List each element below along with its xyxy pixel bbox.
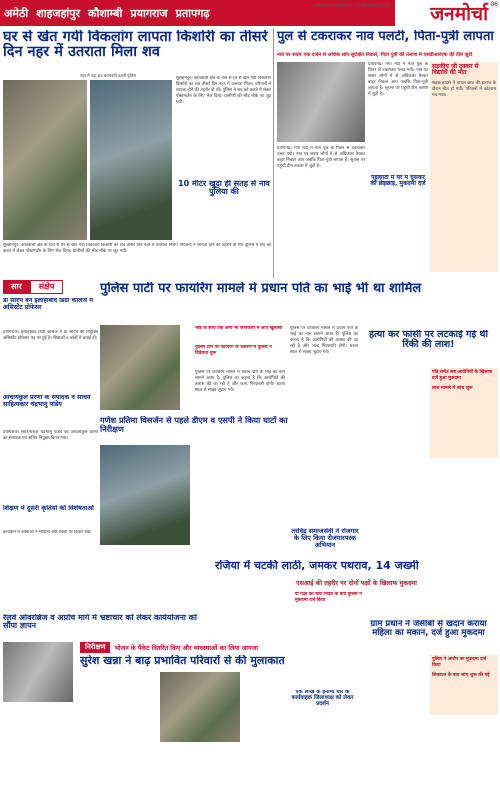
story2-body: प्रतापगढ़। गंगा नदी में नाव पुल के पिलर से टकराकर पलट गयी। नाव पर सवार लोगों में से अधिकांश तैरकर बाहर निकल आए जबकि पिता-पुत्री लापता हैं। सूचना पर पहुंची टीम तलाश में जुटी है।	[368, 62, 428, 97]
kaushambi-headline: तरविंद्र समाजसेवी ने रोजगार के लिए किया रोजगारपरक अभियान	[291, 528, 359, 549]
sidebar2-b2: लाश मामले में जांच शुरू	[432, 386, 473, 391]
sidebar1-headline: सड़कीय जी टक्कर से विद्यार्थि की मौत	[432, 63, 479, 77]
ganesh-photo	[100, 445, 190, 545]
brief1-headline: डॉ सौरभ बने इलाहाबाद डिग्री कॉलेज में असिस्टेंट प्रोफेसर	[3, 298, 94, 311]
sidebar1-body: सड़क हादसे में घायल छात्र की इलाज के दौरान मौत हो गयी। परिजनों में कोहराम मच गया।	[432, 80, 496, 98]
nirikshan-title: भोजन के पैकेट वितरित किए और व्यवस्थाओं का लिया जायजा	[114, 644, 258, 652]
logo-area	[315, 0, 500, 26]
column-rule	[273, 28, 274, 278]
brief2-headline: आचार्यकुल प्रेरणा के संपादक व सचिव साहित्यकार चंद्रभानु पांडेय	[3, 395, 91, 408]
city-4: प्रतापगढ़	[175, 6, 210, 20]
patti-headline: पट्टीघाटी में घर में घुसकर की छेड़छाड़, मुकदमा दर्ज	[370, 175, 426, 188]
sidebar2-b1: पति समेत सब आरोपियों के खिलाफ दर्ज हुआ मुकदमा	[432, 370, 493, 381]
gram-b1: पुलिस ने आरोप का मुकदमा दर्ज किया	[432, 657, 487, 668]
ganesh-headline: गणेश प्रतिमा विसर्जन से पहले डीएम व एसपी ने किया घाटों का निरीक्षण	[100, 416, 288, 434]
story3-headline: पुलिस पार्टी पर फायरिंग मामले में प्रधान पति का भाई भी था शामिल	[100, 282, 422, 296]
rajiya-headline: रजिया में चटकी लाठी, जमकर पथराव, 14 जख्मी	[215, 560, 419, 572]
city-3: प्रयागराज	[130, 6, 168, 20]
story2-headline: पुल से टकराकर नाव पलटी, पिता-पुत्री लापता	[277, 30, 494, 44]
story3-photo	[100, 325, 180, 410]
brief2-body: प्रयागराज। साहित्यकार चंद्रभानु पांडेय को आचार्यकुल प्रेरणा का संपादक एवं सचिव नियुक्त किया गया।	[3, 430, 98, 441]
story3-body-2: पुलिस पर फायरिंग मामले में प्रधान पति के भाई का नाम सामने आया है। पुलिस का कहना है कि आरोपियों की तलाश की जा रही है और जल्द गिरफ्तारी होगी। घटना स्थल से साक्ष्य जुटाए गये।	[290, 326, 358, 355]
city-1: शाहजहांपुर	[36, 6, 81, 20]
city-2: कौशाम्बी	[88, 6, 123, 20]
brief3-body: कार्यक्रम में वक्ताओं ने साहित्य और शिक्षा पर विचार रखे।	[3, 530, 92, 535]
nirikshan-photo	[160, 672, 240, 742]
sidebar1	[430, 62, 498, 272]
section-tag-sankshep: संक्षेप	[30, 280, 64, 294]
rail-photo	[3, 642, 73, 702]
story3-bullet1: भाई के साथ एक अन्य भी जानकारी में आए खुलासा	[195, 326, 283, 331]
story1-photo-mid	[90, 80, 172, 240]
rajiya-bullet: दो पक्षों की बीच भिड़ंत के बाद पुलिस ने मुकदमा दर्ज किया	[295, 592, 362, 603]
brief3-headline: शिक्षण में दूसरी कृतियों की विशेषताओं	[3, 505, 94, 512]
story1-body: सुल्तानपुर। कोतवाली क्षेत्र के गांव से घर से खेत गयी विकलांग किशोरी का शव तीसरे दिन नहर में उतराता मिला। परिजनों ने लापता होने की तहरीर दी थी। पुलिस ने शव को कब्जे में लेकर पोस्टमार्टम के लिए भेज दिया। ग्रामीणों की भीड़ मौके पर जुट गयी।	[3, 243, 271, 254]
story2-body-2: प्रतापगढ़। गंगा नदी में नाव पुल के पिलर से टकराकर पलट गयी। नाव पर सवार लोगों में से अधिकांश तैरकर बाहर निकल आए जबकि पिता-पुत्री लापता हैं। सूचना पर पहुंची टीम तलाश में जुटी है।	[277, 146, 365, 169]
nirikshan-tag: निरीक्षण	[80, 642, 110, 653]
nirikshan-bar	[80, 640, 300, 654]
brief1-body: प्रयागराज। इलाहाबाद डिग्री कॉलेज में डॉ सौरभ की नियुक्ति असिस्टेंट प्रोफेसर पद पर हुई है। शिक्षकों व छात्रों ने बधाई दी।	[3, 330, 98, 341]
story1-caption: नहर में पड़ा शव बरामदगी करती पुलिस	[80, 73, 136, 78]
nirikshan-headline: सुरेश खन्ना ने बाढ़ प्रभावित परिवारों से की मुलाकात	[80, 655, 285, 667]
rajiya-subheadline: एसआई की तहरीर पर दोनों पक्षों के खिलाफ मुकदमा	[296, 580, 417, 587]
story3-bullet2: पुलिस टीम पर फायरिंग के प्रकरण में पुलिस ने विवेचना शुरू	[195, 345, 272, 356]
story1-headline: घर से खेत गयी विकलांग लापता किशोरी का तीसरे दिन नहर में उतराता मिला शव	[3, 30, 268, 61]
gram-b2: शिकायत के बाद जांच शुरू की गई	[432, 673, 490, 678]
story3-body: पुलिस पर फायरिंग मामले में प्रधान पति के भाई का नाम सामने आया है। पुलिस का कहना है कि आरोपियों की तलाश की जा रही है और जल्द गिरफ्तारी होगी। घटना स्थल से साक्ष्य जुटाए गये।	[195, 370, 285, 393]
city-0: अमेठी	[4, 6, 29, 20]
sidebar3	[430, 655, 498, 715]
story1-photo-left	[3, 80, 87, 240]
newspaper-logo: जनमोर्चा	[430, 3, 488, 25]
gram-headline: ग्राम प्रधान ने जेसीबी से खदान कराया महिला का मकान, दर्ज हुआ मुकदमा	[370, 620, 487, 638]
box1-headline: 10 मीटर खुदा ही सतह से नाव पुलिया की	[178, 180, 270, 197]
masthead	[0, 0, 500, 26]
rail-headline: रेलवे ओवरब्रिज व अप्रोच मार्ग में भ्रष्टाचार को लेकर कार्ययोजना को सौंपा ज्ञापन	[3, 614, 197, 631]
date-line: लखनऊ • रविवार • 17 दिसम्बर 2025	[315, 3, 390, 9]
edp-headline: एक लाख के इनामी चार के कार्यवाहक जिलाध्यक्ष को लेकर प्रदर्शन	[291, 690, 354, 707]
page-number: 06	[490, 1, 498, 8]
story2-subheadline: नाव पर सवार एक दर्जन से अधिक लोग सुरक्षित निकले, पिता पुत्री की तलाश में एसडीआरएफ की टीम जुटी	[277, 52, 473, 58]
hatya-headline: हत्या कर फांसी पर लटकाई गई थी रिंकी की लाश!	[369, 330, 488, 350]
story2-photo	[277, 62, 365, 142]
story1-body-right: सुल्तानपुर। कोतवाली क्षेत्र के गांव से घर से खेत गयी विकलांग किशोरी का शव तीसरे दिन नहर में उतराता मिला। परिजनों ने लापता होने की तहरीर दी थी। पुलिस ने शव को कब्जे में लेकर पोस्टमार्टम के लिए भेज दिया। ग्रामीणों की भीड़ मौके पर जुट गयी।	[176, 76, 271, 105]
section-tag-saar: सार	[3, 280, 30, 294]
sidebar2	[430, 368, 498, 458]
